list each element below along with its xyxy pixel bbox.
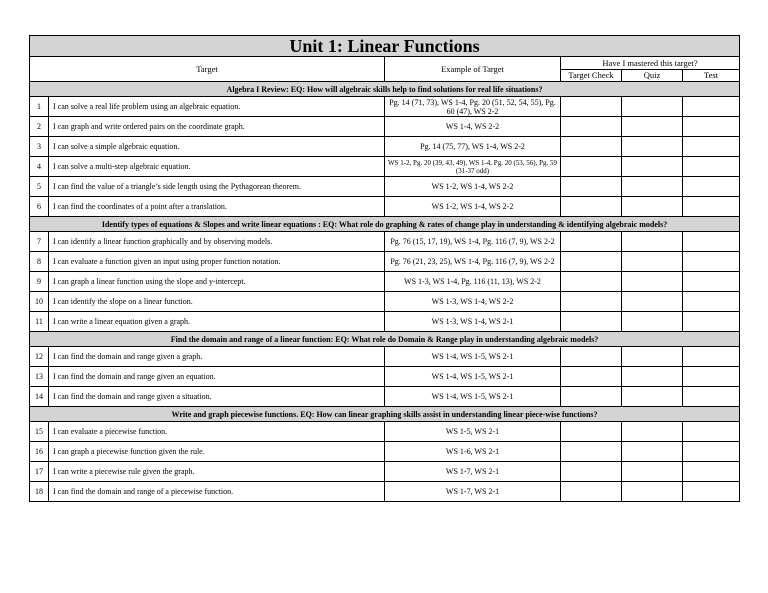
target-statement: I can evaluate a function given an input using proper function notation. bbox=[49, 252, 385, 272]
target-example: WS 1-3, WS 1-4, WS 2-1 bbox=[385, 312, 561, 332]
test-cell[interactable] bbox=[683, 272, 740, 292]
target-example: Pg. 14 (75, 77), WS 1-4, WS 2-2 bbox=[385, 137, 561, 157]
quiz-cell[interactable] bbox=[622, 312, 683, 332]
test-cell[interactable] bbox=[683, 422, 740, 442]
target-example: WS 1-4, WS 2-2 bbox=[385, 117, 561, 137]
target-check-cell[interactable] bbox=[561, 422, 622, 442]
target-number: 2 bbox=[30, 117, 49, 137]
target-example: WS 1-7, WS 2-1 bbox=[385, 482, 561, 502]
target-statement: I can find the domain and range given a graph. bbox=[49, 347, 385, 367]
test-cell[interactable] bbox=[683, 252, 740, 272]
quiz-cell[interactable] bbox=[622, 387, 683, 407]
section-heading: Find the domain and range of a linear function: EQ: What role do Domain & Range play in understanding algebraic models? bbox=[30, 332, 740, 347]
target-statement: I can find the domain and range given a situation. bbox=[49, 387, 385, 407]
table-row bbox=[30, 292, 740, 312]
target-check-cell[interactable] bbox=[561, 292, 622, 312]
target-check-cell[interactable] bbox=[561, 157, 622, 177]
target-check-cell[interactable] bbox=[561, 462, 622, 482]
target-number: 11 bbox=[30, 312, 49, 332]
target-example: WS 1-6, WS 2-1 bbox=[385, 442, 561, 462]
header-test: Test bbox=[683, 70, 740, 82]
test-cell[interactable] bbox=[683, 482, 740, 502]
quiz-cell[interactable] bbox=[622, 177, 683, 197]
target-check-cell[interactable] bbox=[561, 197, 622, 217]
quiz-cell[interactable] bbox=[622, 347, 683, 367]
target-number: 1 bbox=[30, 97, 49, 117]
target-number: 4 bbox=[30, 157, 49, 177]
table-row bbox=[30, 387, 740, 407]
test-cell[interactable] bbox=[683, 197, 740, 217]
target-example: WS 1-7, WS 2-1 bbox=[385, 462, 561, 482]
table-row bbox=[30, 157, 740, 177]
quiz-cell[interactable] bbox=[622, 232, 683, 252]
quiz-cell[interactable] bbox=[622, 117, 683, 137]
test-cell[interactable] bbox=[683, 177, 740, 197]
target-number: 17 bbox=[30, 462, 49, 482]
test-cell[interactable] bbox=[683, 292, 740, 312]
target-number: 13 bbox=[30, 367, 49, 387]
target-check-cell[interactable] bbox=[561, 252, 622, 272]
target-example: Pg. 14 (71, 73), WS 1-4, Pg. 20 (51, 52, 54, 55), Pg. 60 (47), WS 2-2 bbox=[385, 97, 561, 117]
target-statement: I can graph a linear function using the slope and y-intercept. bbox=[49, 272, 385, 292]
target-number: 12 bbox=[30, 347, 49, 367]
table-row bbox=[30, 347, 740, 367]
target-check-cell[interactable] bbox=[561, 387, 622, 407]
quiz-cell[interactable] bbox=[622, 292, 683, 312]
table-row bbox=[30, 137, 740, 157]
quiz-cell[interactable] bbox=[622, 252, 683, 272]
target-number: 10 bbox=[30, 292, 49, 312]
target-example: Pg. 76 (21, 23, 25), WS 1-4, Pg. 116 (7, 9), WS 2-2 bbox=[385, 252, 561, 272]
target-statement: I can find the coordinates of a point after a translation. bbox=[49, 197, 385, 217]
targets-table bbox=[29, 35, 740, 502]
target-example: WS 1-3, WS 1-4, Pg. 116 (11, 13), WS 2-2 bbox=[385, 272, 561, 292]
target-statement: I can solve a multi-step algebraic equation. bbox=[49, 157, 385, 177]
test-cell[interactable] bbox=[683, 347, 740, 367]
target-number: 8 bbox=[30, 252, 49, 272]
table-row bbox=[30, 312, 740, 332]
target-check-cell[interactable] bbox=[561, 232, 622, 252]
target-example: WS 1-4, WS 1-5, WS 2-1 bbox=[385, 387, 561, 407]
table-row bbox=[30, 422, 740, 442]
table-row bbox=[30, 462, 740, 482]
target-statement: I can find the value of a triangle’s side length using the Pythagorean theorem. bbox=[49, 177, 385, 197]
target-statement: I can write a linear equation given a graph. bbox=[49, 312, 385, 332]
quiz-cell[interactable] bbox=[622, 97, 683, 117]
test-cell[interactable] bbox=[683, 137, 740, 157]
target-statement: I can solve a simple algebraic equation. bbox=[49, 137, 385, 157]
section-heading: Algebra I Review: EQ: How will algebraic skills help to find solutions for real life situations? bbox=[30, 82, 740, 97]
quiz-cell[interactable] bbox=[622, 197, 683, 217]
table-row bbox=[30, 272, 740, 292]
quiz-cell[interactable] bbox=[622, 272, 683, 292]
header-target-check: Target Check bbox=[561, 70, 622, 82]
header-quiz: Quiz bbox=[622, 70, 683, 82]
target-check-cell[interactable] bbox=[561, 137, 622, 157]
target-number: 15 bbox=[30, 422, 49, 442]
target-statement: I can solve a real life problem using an algebraic equation. bbox=[49, 97, 385, 117]
quiz-cell[interactable] bbox=[622, 137, 683, 157]
target-number: 5 bbox=[30, 177, 49, 197]
section-heading: Identify types of equations & Slopes and write linear equations : EQ: What role do graphing & rates of change play in understanding & identifying algebraic models? bbox=[30, 217, 740, 232]
table-row bbox=[30, 442, 740, 462]
target-statement: I can graph a piecewise function given the rule. bbox=[49, 442, 385, 462]
target-statement: I can find the domain and range of a piecewise function. bbox=[49, 482, 385, 502]
target-statement: I can evaluate a piecewise function. bbox=[49, 422, 385, 442]
test-cell[interactable] bbox=[683, 117, 740, 137]
test-cell[interactable] bbox=[683, 232, 740, 252]
target-example: WS 1-4, WS 1-5, WS 2-1 bbox=[385, 367, 561, 387]
target-example: WS 1-2, WS 1-4, WS 2-2 bbox=[385, 197, 561, 217]
quiz-cell[interactable] bbox=[622, 442, 683, 462]
target-statement: I can graph and write ordered pairs on the coordinate graph. bbox=[49, 117, 385, 137]
target-number: 14 bbox=[30, 387, 49, 407]
header-example: Example of Target bbox=[385, 57, 561, 82]
quiz-cell[interactable] bbox=[622, 367, 683, 387]
table-row bbox=[30, 117, 740, 137]
test-cell[interactable] bbox=[683, 97, 740, 117]
table-row bbox=[30, 177, 740, 197]
quiz-cell[interactable] bbox=[622, 482, 683, 502]
target-check-cell[interactable] bbox=[561, 482, 622, 502]
section-heading: Write and graph piecewise functions. EQ: How can linear graphing skills assist in understanding linear piece-wise functions? bbox=[30, 407, 740, 422]
table-row bbox=[30, 197, 740, 217]
table-row bbox=[30, 367, 740, 387]
target-statement: I can identify the slope on a linear function. bbox=[49, 292, 385, 312]
target-example: WS 1-3, WS 1-4, WS 2-2 bbox=[385, 292, 561, 312]
target-check-cell[interactable] bbox=[561, 177, 622, 197]
target-check-cell[interactable] bbox=[561, 272, 622, 292]
test-cell[interactable] bbox=[683, 462, 740, 482]
target-number: 16 bbox=[30, 442, 49, 462]
target-check-cell[interactable] bbox=[561, 442, 622, 462]
table-row bbox=[30, 252, 740, 272]
target-example: WS 1-2, WS 1-4, WS 2-2 bbox=[385, 177, 561, 197]
test-cell[interactable] bbox=[683, 387, 740, 407]
target-check-cell[interactable] bbox=[561, 347, 622, 367]
test-cell[interactable] bbox=[683, 312, 740, 332]
target-statement: I can identify a linear function graphically and by observing models. bbox=[49, 232, 385, 252]
test-cell[interactable] bbox=[683, 157, 740, 177]
target-number: 3 bbox=[30, 137, 49, 157]
target-check-cell[interactable] bbox=[561, 312, 622, 332]
table-row bbox=[30, 97, 740, 117]
test-cell[interactable] bbox=[683, 442, 740, 462]
table-row bbox=[30, 482, 740, 502]
target-example: WS 1-5, WS 2-1 bbox=[385, 422, 561, 442]
header-target: Target bbox=[30, 57, 385, 82]
page-title: Unit 1: Linear Functions bbox=[30, 36, 740, 57]
header-mastered: Have I mastered this target? bbox=[561, 57, 740, 70]
target-check-cell[interactable] bbox=[561, 97, 622, 117]
quiz-cell[interactable] bbox=[622, 157, 683, 177]
target-check-cell[interactable] bbox=[561, 367, 622, 387]
unit-sheet bbox=[29, 35, 739, 502]
test-cell[interactable] bbox=[683, 367, 740, 387]
target-statement: I can find the domain and range given an equation. bbox=[49, 367, 385, 387]
target-check-cell[interactable] bbox=[561, 117, 622, 137]
target-number: 18 bbox=[30, 482, 49, 502]
target-number: 7 bbox=[30, 232, 49, 252]
target-statement: I can write a piecewise rule given the graph. bbox=[49, 462, 385, 482]
target-number: 9 bbox=[30, 272, 49, 292]
target-example: Pg. 76 (15, 17, 19), WS 1-4, Pg. 116 (7, 9), WS 2-2 bbox=[385, 232, 561, 252]
target-example: WS 1-4, WS 1-5, WS 2-1 bbox=[385, 347, 561, 367]
table-row bbox=[30, 232, 740, 252]
quiz-cell[interactable] bbox=[622, 462, 683, 482]
target-number: 6 bbox=[30, 197, 49, 217]
target-example: WS 1-2, Pg. 20 (39, 43, 49), WS 1-4, Pg. 20 (53, 56), Pg. 59 (31-37 odd) bbox=[385, 157, 561, 177]
quiz-cell[interactable] bbox=[622, 422, 683, 442]
